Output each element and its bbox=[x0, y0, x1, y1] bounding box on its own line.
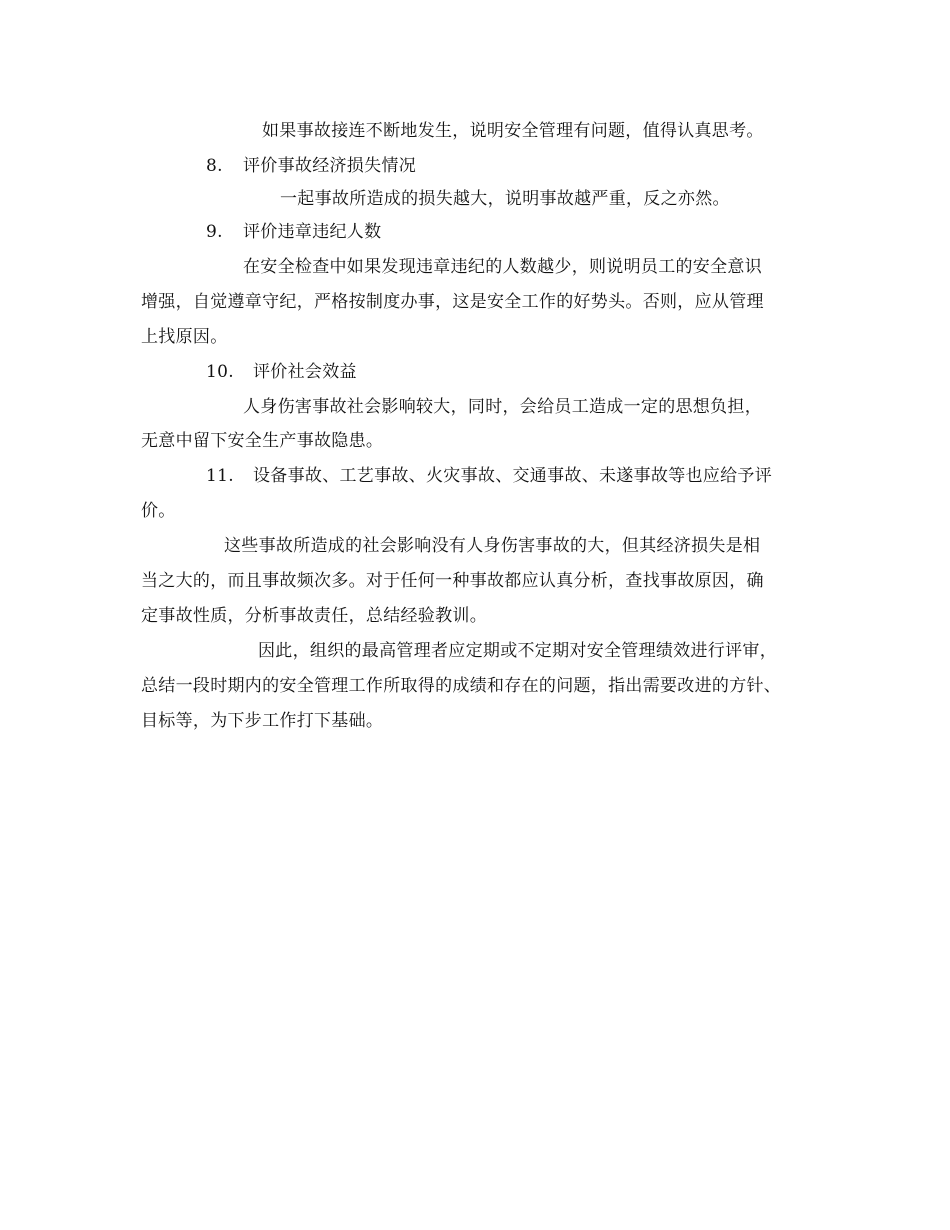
item-8-heading: 评价事故经济损失情况 bbox=[243, 156, 416, 176]
item-10-body-line: 人身伤害事故社会影响较大，同时，会给员工造成一定的思想负担， bbox=[243, 397, 762, 417]
item-9-body-line: 在安全检查中如果发现违章违纪的人数越少，则说明员工的安全意识 bbox=[243, 257, 762, 277]
item-11-body-line: 这些事故所造成的社会影响没有人身伤害事故的大，但其经济损失是相 bbox=[224, 536, 761, 556]
item-11-heading: 设备事故、工艺事故、火灾事故、交通事故、未遂事故等也应给予评 bbox=[253, 466, 772, 486]
item-10-heading: 评价社会效益 bbox=[253, 362, 357, 382]
item-11-heading-line bbox=[206, 465, 772, 487]
conclusion-line: 目标等，为下步工作打下基础。 bbox=[141, 711, 384, 731]
item-9-number: 9. bbox=[206, 222, 223, 242]
conclusion-line: 因此，组织的最高管理者应定期或不定期对安全管理绩效进行评审， bbox=[258, 641, 777, 661]
item-10-heading-line bbox=[206, 361, 357, 383]
item-8-number: 8. bbox=[206, 156, 223, 176]
item-11-body-line: 当之大的，而且事故频次多。对于任何一种事故都应认真分析，查找事故原因，确 bbox=[141, 571, 764, 591]
paragraph-line: 如果事故接连不断地发生，说明安全管理有问题，值得认真思考。 bbox=[262, 121, 764, 141]
item-11-heading-continuation: 价。 bbox=[141, 501, 176, 521]
item-8-heading-line bbox=[206, 155, 416, 177]
item-11-number: 11. bbox=[206, 466, 234, 486]
conclusion-line: 总结一段时期内的安全管理工作所取得的成绩和存在的问题，指出需要改进的方针、 bbox=[141, 676, 782, 696]
item-9-body-line: 增强，自觉遵章守纪，严格按制度办事，这是安全工作的好势头。否则，应从管理 bbox=[141, 292, 764, 312]
item-10-body-line: 无意中留下安全生产事故隐患。 bbox=[141, 431, 384, 451]
item-10-number: 10. bbox=[206, 362, 234, 382]
item-8-body: 一起事故所造成的损失越大，说明事故越严重，反之亦然。 bbox=[280, 189, 730, 209]
item-9-body-line: 上找原因。 bbox=[141, 327, 228, 347]
item-9-heading-line bbox=[206, 221, 381, 243]
item-11-body-line: 定事故性质，分析事故责任，总结经验教训。 bbox=[141, 606, 487, 626]
item-9-heading: 评价违章违纪人数 bbox=[243, 222, 382, 242]
